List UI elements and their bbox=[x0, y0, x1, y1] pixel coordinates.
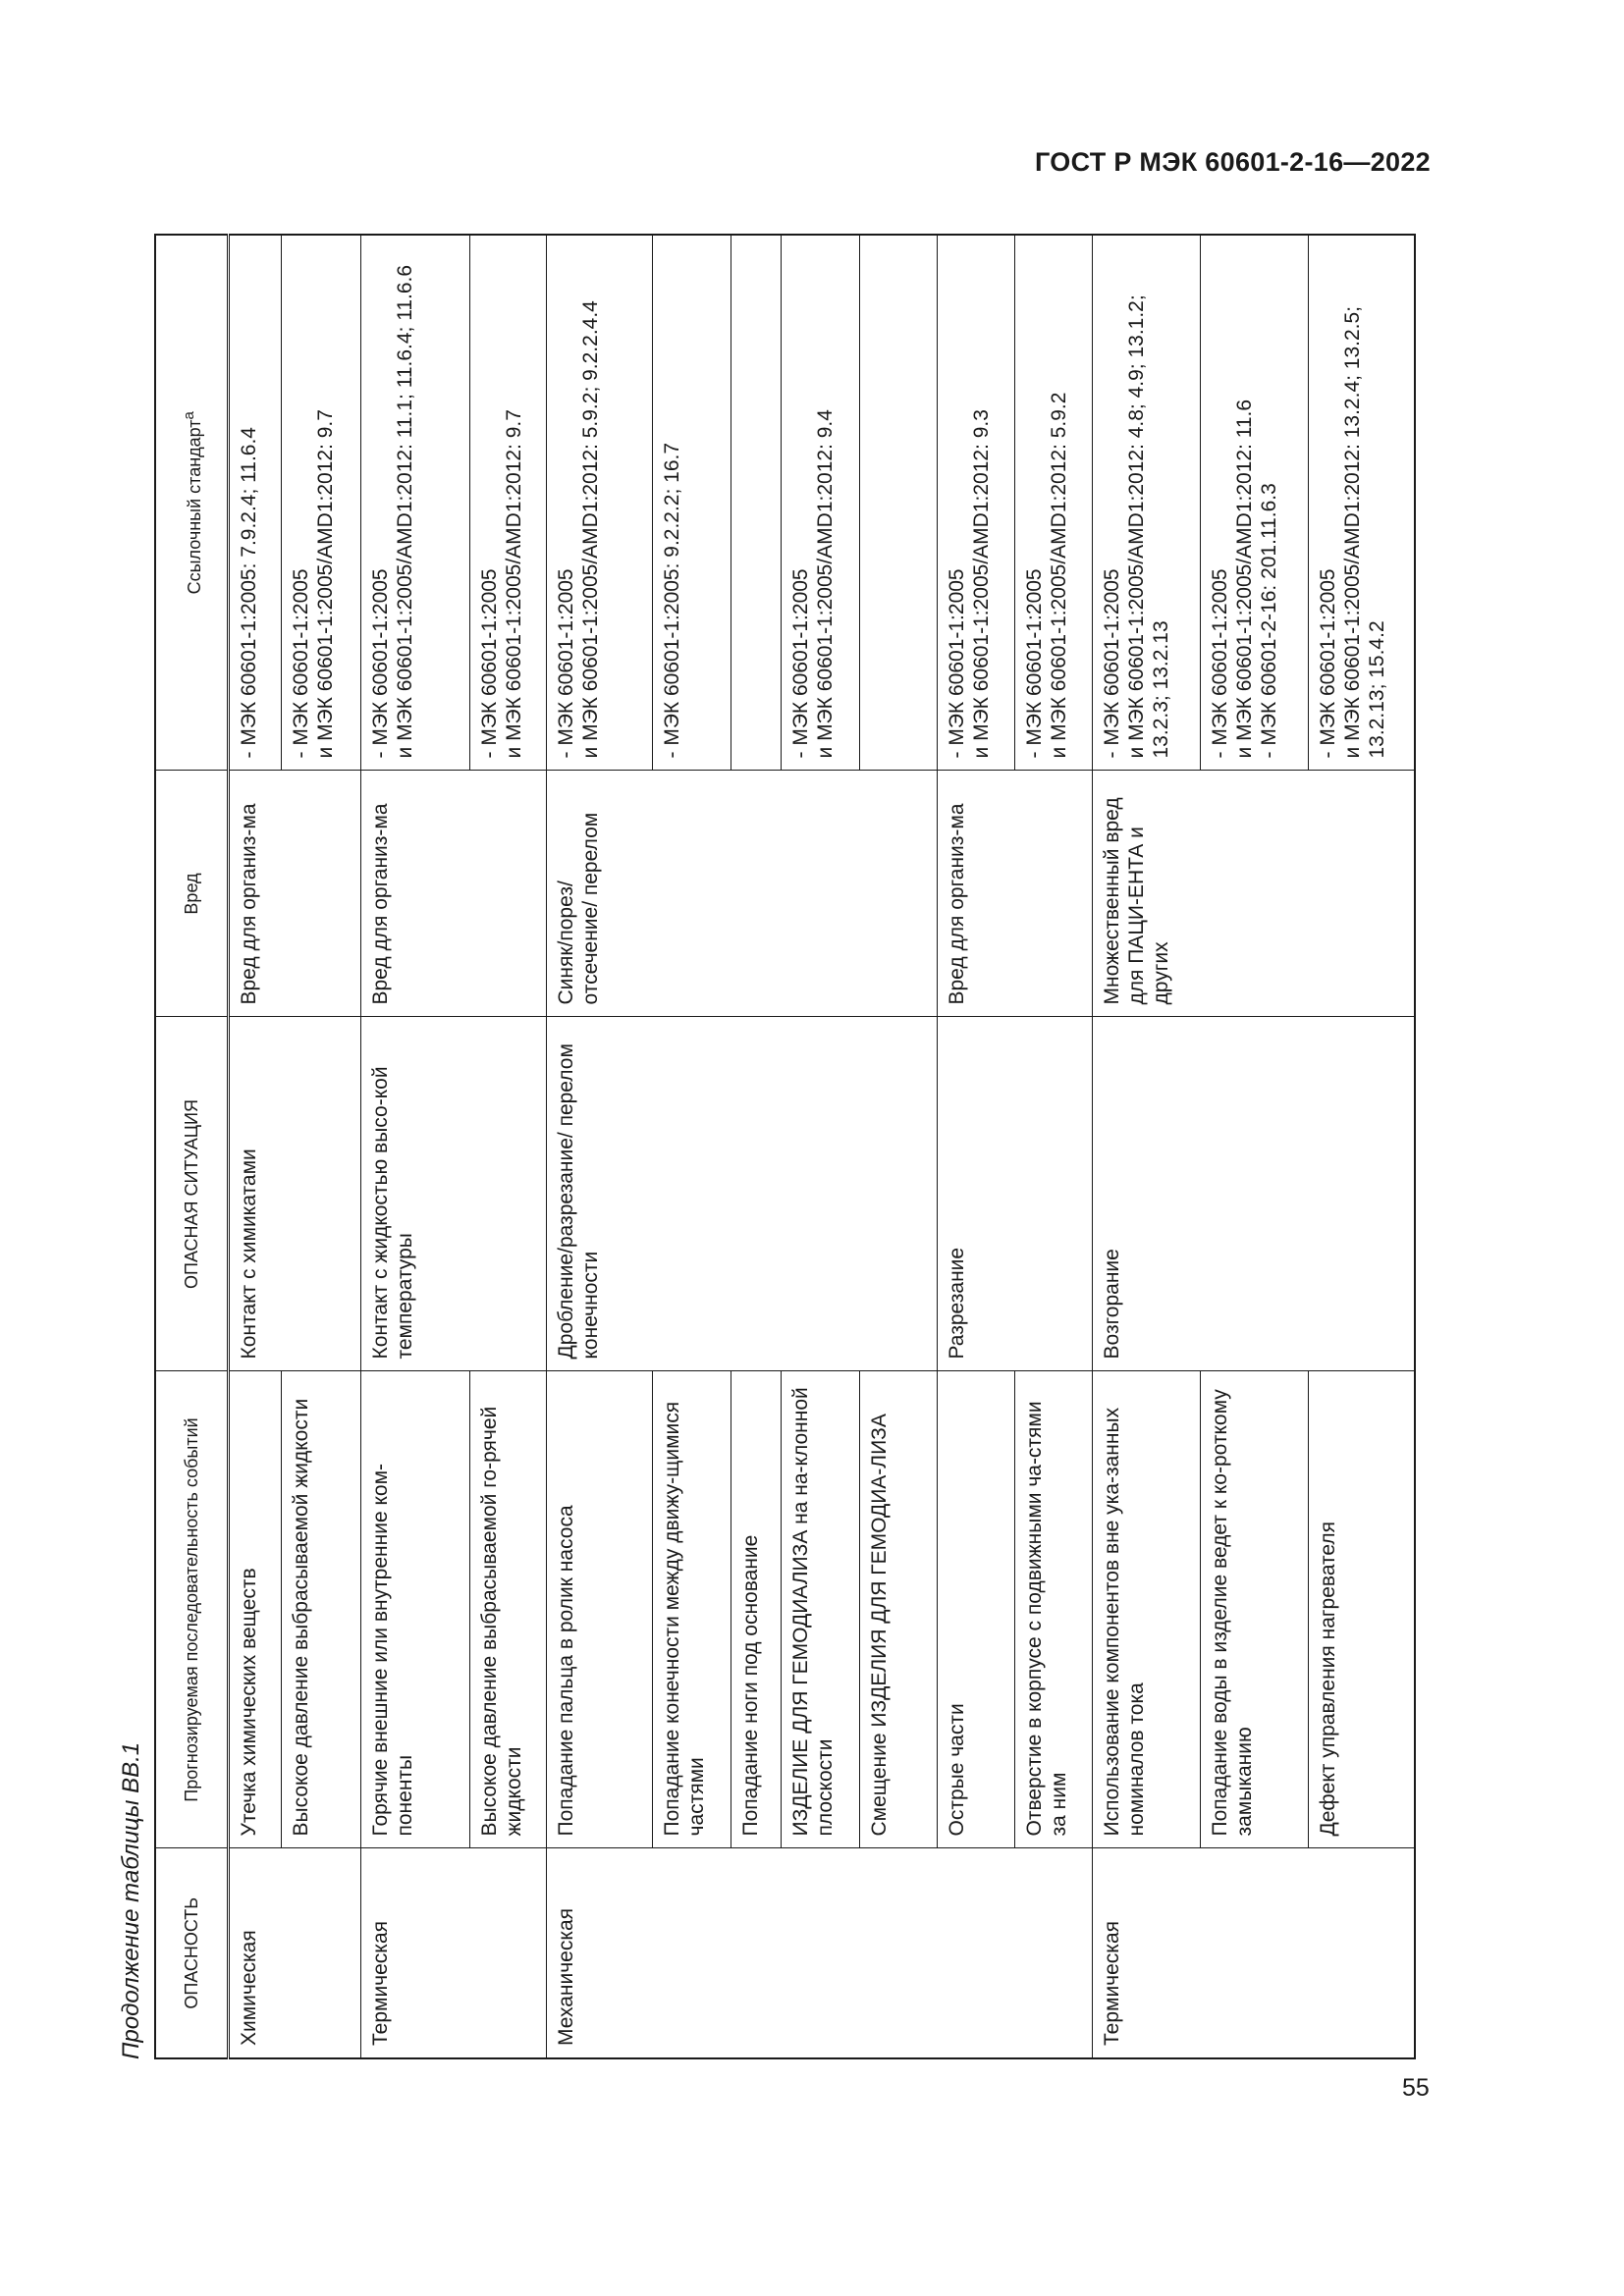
harm-cell: Синяк/порез/ отсечение/ перелом bbox=[547, 771, 938, 1017]
table-row bbox=[361, 235, 470, 2058]
col-header-sequence: Прогнозируемая последовательность событий bbox=[155, 1371, 229, 1848]
table-row bbox=[229, 235, 282, 2058]
sequence-cell: Смещение ИЗДЕЛИЯ ДЛЯ ГЕМОДИА-ЛИЗА bbox=[860, 1371, 938, 1848]
reference-cell bbox=[731, 235, 782, 771]
harm-cell: Множественный вред для ПАЦИ-ЕНТА и других bbox=[1093, 771, 1415, 1017]
sequence-cell: Дефект управления нагревателя bbox=[1309, 1371, 1415, 1848]
reference-cell bbox=[653, 235, 731, 771]
reference-line: - МЭК 60601-1:2005 bbox=[555, 568, 577, 759]
hazard-cell: Химическая bbox=[229, 1848, 361, 2058]
reference-line: - МЭК 60601-1:2005 bbox=[1101, 568, 1123, 759]
situation-cell: Контакт с жидкостью высо-кой температуры bbox=[361, 1017, 547, 1371]
situation-cell: Дробление/разрезание/ перелом конечности bbox=[547, 1017, 938, 1371]
table-header-row bbox=[155, 235, 229, 2058]
reference-line: - МЭК 60601-1:2005 bbox=[369, 568, 392, 759]
document-code: ГОСТ Р МЭК 60601-2-16—2022 bbox=[1035, 147, 1431, 177]
table-row bbox=[1093, 235, 1201, 2058]
sequence-cell: Острые части bbox=[938, 1371, 1015, 1848]
reference-cell bbox=[1093, 235, 1201, 771]
reference-line: - МЭК 60601-1:2005 bbox=[290, 568, 312, 759]
reference-cell bbox=[860, 235, 938, 771]
sequence-cell: Попадание ноги под основание bbox=[731, 1371, 782, 1848]
reference-line: и МЭК 60601-1:2005/AMD1:2012: 9.7 bbox=[314, 409, 337, 759]
sequence-cell: Высокое давление выбрасываемой жидкости bbox=[282, 1371, 361, 1848]
reference-cell bbox=[1309, 235, 1415, 771]
situation-cell: Возгорание bbox=[1093, 1017, 1415, 1371]
reference-line: - МЭК 60601-1:2005 bbox=[789, 568, 812, 759]
sequence-cell: Попадание пальца в ролик насоса bbox=[547, 1371, 653, 1848]
reference-line: - МЭК 60601-1:2005 bbox=[1023, 568, 1046, 759]
sequence-cell: Высокое давление выбрасываемой го-рячей жидкости bbox=[470, 1371, 547, 1848]
sequence-cell: Попадание конечности между движу-щимися частями bbox=[653, 1371, 731, 1848]
hazard-cell: Механическая bbox=[547, 1848, 1093, 2058]
sequence-cell: Использование компонентов вне ука-занных номиналов тока bbox=[1093, 1371, 1201, 1848]
sequence-cell: Горячие внешние или внутренние ком-поненты bbox=[361, 1371, 470, 1848]
reference-line: - МЭК 60601-1:2005: 7.9.2.4; 11.6.4 bbox=[238, 427, 260, 759]
reference-line: и МЭК 60601-1:2005/AMD1:2012: 5.9.2; 9.2.2.4.4 bbox=[579, 300, 602, 759]
harm-cell: Вред для организ-ма bbox=[229, 771, 361, 1017]
harm-cell: Вред для организ-ма bbox=[938, 771, 1093, 1017]
col-header-reference: Ссылочный стандарт$^a$ bbox=[155, 235, 229, 771]
reference-line: и МЭК 60601-1:2005/AMD1:2012: 5.9.2 bbox=[1048, 392, 1070, 759]
reference-cell bbox=[229, 235, 282, 771]
sequence-cell: Утечка химических веществ bbox=[229, 1371, 282, 1848]
reference-line: - МЭК 60601-1:2005 bbox=[1317, 568, 1339, 759]
reference-cell bbox=[282, 235, 361, 771]
reference-cell bbox=[361, 235, 470, 771]
sequence-cell: ИЗДЕЛИЕ ДЛЯ ГЕМОДИАЛИЗА на на-клонной плоскости bbox=[782, 1371, 860, 1848]
hazard-cell: Термическая bbox=[1093, 1848, 1415, 2058]
reference-line: и МЭК 60601-1:2005/AMD1:2012: 9.3 bbox=[970, 409, 993, 759]
table-caption: Продолжение таблицы ВВ.1 bbox=[118, 1741, 144, 2059]
reference-cell bbox=[938, 235, 1015, 771]
sequence-cell: Отверстие в корпусе с подвижными ча-стями за ним bbox=[1015, 1371, 1093, 1848]
situation-cell: Разрезание bbox=[938, 1017, 1093, 1371]
reference-line: и МЭК 60601-1:2005/AMD1:2012: 13.2.4; 13.2.5; 13.2.13; 15.4.2 bbox=[1341, 305, 1388, 759]
reference-line: - МЭК 60601-1:2005 bbox=[946, 568, 968, 759]
reference-line: - МЭК 60601-1:2005 bbox=[478, 568, 501, 759]
reference-cell bbox=[547, 235, 653, 771]
reference-line: - МЭК 60601-1:2005 bbox=[1209, 568, 1231, 759]
reference-line: - МЭК 60601-2-16: 201.11.6.3 bbox=[1258, 483, 1280, 759]
reference-line: и МЭК 60601-1:2005/AMD1:2012: 4.8; 4.9; 13.1.2; 13.2.3; 13.2.13 bbox=[1125, 294, 1172, 759]
reference-line: и МЭК 60601-1:2005/AMD1:2012: 11.6 bbox=[1233, 399, 1256, 759]
sequence-cell: Попадание воды в изделие ведет к ко-роткому замыканию bbox=[1201, 1371, 1309, 1848]
reference-line: - МЭК 60601-1:2005: 9.2.2.2; 16.7 bbox=[661, 442, 683, 759]
harm-cell: Вред для организ-ма bbox=[361, 771, 547, 1017]
reference-cell bbox=[1015, 235, 1093, 771]
reference-line: и МЭК 60601-1:2005/AMD1:2012: 9.4 bbox=[814, 409, 837, 759]
reference-cell bbox=[782, 235, 860, 771]
reference-line: и МЭК 60601-1:2005/AMD1:2012: 11.1; 11.6.4; 11.6.6 bbox=[394, 264, 416, 759]
reference-line: и МЭК 60601-1:2005/AMD1:2012: 9.7 bbox=[503, 409, 525, 759]
col-header-harm: Вред bbox=[155, 771, 229, 1017]
rotated-table-area bbox=[110, 224, 1416, 2059]
col-header-hazard: ОПАСНОСТЬ bbox=[155, 1848, 229, 2058]
situation-cell: Контакт с химикатами bbox=[229, 1017, 361, 1371]
table-row bbox=[547, 235, 653, 2058]
footnote-mark: a bbox=[180, 411, 197, 420]
hazard-cell: Термическая bbox=[361, 1848, 547, 2058]
table-row bbox=[938, 235, 1015, 2058]
page-number: 55 bbox=[1402, 2074, 1430, 2102]
hazard-table bbox=[154, 234, 1416, 2059]
reference-cell bbox=[470, 235, 547, 771]
col-header-situation: ОПАСНАЯ СИТУАЦИЯ bbox=[155, 1017, 229, 1371]
reference-cell bbox=[1201, 235, 1309, 771]
